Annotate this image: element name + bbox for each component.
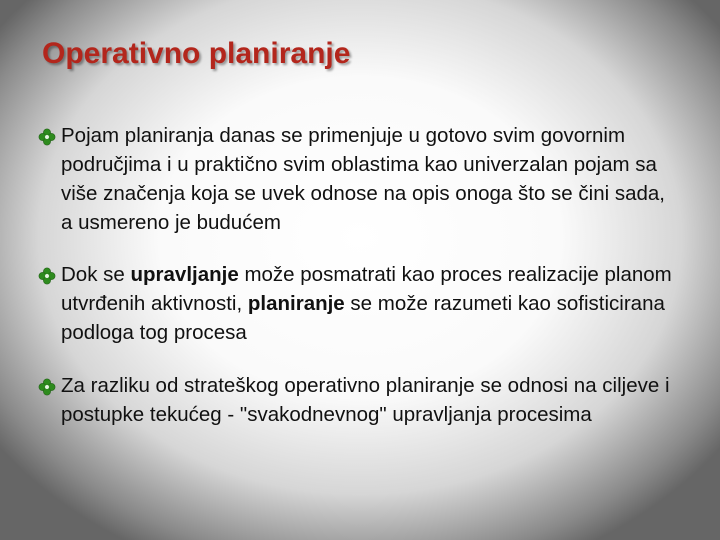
- slide-title: Operativno planiranje: [42, 37, 351, 70]
- bullet-list: [38, 121, 678, 453]
- bullet-text: Dok se upravljanje može posmatrati kao proces realizacije planom utvrđenih aktivnosti, planiranje se može razumeti kao sofisticirana podloga tog procesa: [61, 263, 672, 344]
- diamond-clover-icon: [38, 267, 56, 285]
- bullet-item: [38, 260, 678, 347]
- bullet-item: [38, 371, 678, 429]
- diamond-clover-icon: [38, 378, 56, 396]
- bullet-text: Pojam planiranja danas se primenjuje u gotovo svim govornim područjima i u praktično svim oblastima kao univerzalan pojam sa više značenja koja se uvek odnose na opis onoga što se čini sada, a usmereno je budućem: [61, 124, 665, 234]
- bold-term: upravljanje: [130, 263, 239, 286]
- bullet-text: Za razliku od strateškog operativno planiranje se odnosi na ciljeve i postupke tekućeg - "svakodnevnog" upravljanja procesima: [61, 374, 670, 426]
- bold-term: planiranje: [247, 292, 345, 315]
- diamond-clover-icon: [38, 128, 56, 146]
- bullet-item: [38, 121, 678, 237]
